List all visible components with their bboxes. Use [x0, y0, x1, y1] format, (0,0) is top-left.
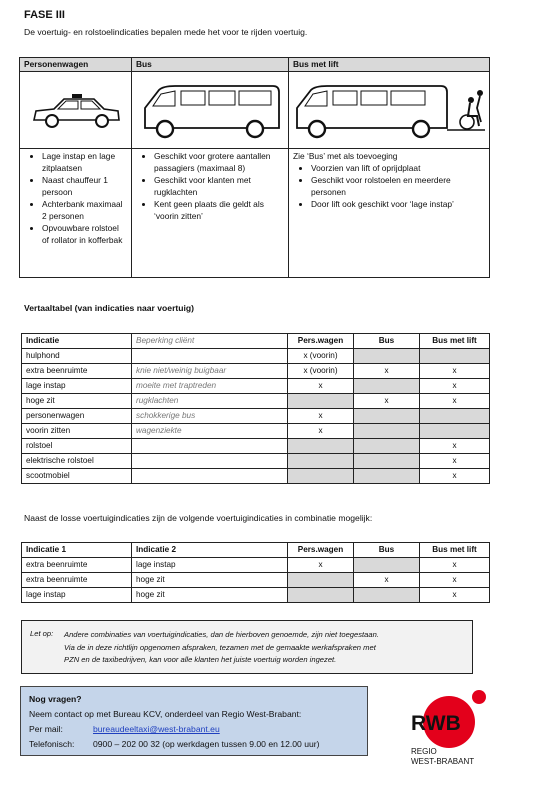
lift-cell: x — [420, 573, 490, 588]
contact-phone: 0900 – 202 00 32 (op werkdagen tussen 9.00 en 12.00 uur) — [93, 739, 320, 749]
table-row — [22, 424, 490, 439]
car-cell — [288, 439, 354, 454]
table-row — [22, 558, 490, 573]
lift-cell: x — [420, 454, 490, 469]
note-line: Via de in deze richtlijn opgenomen afspraken, tezamen met de gemaakte werkafspraken met — [64, 642, 376, 652]
bus-lift-image — [289, 72, 490, 149]
column-header: Indicatie 2 — [132, 543, 288, 558]
taxi-car-icon — [28, 84, 124, 134]
lift-cell — [420, 424, 490, 439]
lift-cell: x — [420, 364, 490, 379]
svg-text:REGIO: REGIO — [411, 747, 437, 756]
contact-intro: Neem contact op met Bureau KCV, onderdeel van Regio West-Brabant: — [29, 709, 302, 719]
bus-cell: x — [354, 364, 420, 379]
car-cell — [288, 573, 354, 588]
note-label: Let op: — [30, 629, 54, 638]
car-cell: x — [288, 379, 354, 394]
bus-lift-description — [289, 149, 490, 278]
lift-cell: x — [420, 439, 490, 454]
car-cell: x — [288, 558, 354, 573]
taxi-image — [20, 72, 132, 149]
table-header-row — [22, 543, 490, 558]
indication-cell: scootmobiel — [22, 469, 132, 484]
column-header: Bus — [354, 543, 420, 558]
table-row — [22, 349, 490, 364]
contact-box — [20, 686, 368, 756]
bus-cell — [354, 439, 420, 454]
svg-text:RWB: RWB — [411, 712, 461, 735]
car-description — [20, 149, 132, 278]
limitation-cell: knie niet/weinig buigbaar — [132, 364, 288, 379]
indication2-cell: hoge zit — [132, 588, 288, 603]
bus-cell: x — [354, 573, 420, 588]
bus-cell — [354, 558, 420, 573]
indication-cell: hoge zit — [22, 394, 132, 409]
contact-phone-label: Telefonisch: — [29, 739, 75, 749]
table-row — [22, 588, 490, 603]
indication1-cell: lage instap — [22, 588, 132, 603]
bus-cell — [354, 409, 420, 424]
contact-mail-label: Per mail: — [29, 724, 63, 734]
column-header: Indicatie — [22, 334, 132, 349]
column-header: Beperking cliënt — [132, 334, 288, 349]
car-feature: • Lage instap en lage zitplaatsen — [42, 150, 127, 174]
table-row — [22, 379, 490, 394]
limitation-cell — [132, 454, 288, 469]
lift-cell: x — [420, 558, 490, 573]
bus-cell — [354, 588, 420, 603]
page-heading: FASE III — [24, 9, 65, 21]
table-row — [22, 573, 490, 588]
indication-cell: lage instap — [22, 379, 132, 394]
lift-cell: x — [420, 469, 490, 484]
indication2-cell: hoge zit — [132, 573, 288, 588]
table-header-row — [22, 334, 490, 349]
table-row — [22, 394, 490, 409]
table-row — [22, 439, 490, 454]
intro-text: De voertuig- en rolstoelindicaties bepalen mede het voor te rijden voertuig. — [24, 27, 308, 37]
car-feature: • Achterbank maximaal 2 personen — [42, 198, 127, 222]
limitation-cell: schokkerige bus — [132, 409, 288, 424]
vehicle-header-car: Personenwagen — [20, 58, 132, 72]
limitation-cell — [132, 469, 288, 484]
column-header: Bus met lift — [420, 334, 490, 349]
translation-title: Vertaaltabel (van indicaties naar voertuig) — [24, 303, 195, 313]
indication-cell: voorin zitten — [22, 424, 132, 439]
car-feature: • Opvouwbare rolstoel of rollator in kofferbak — [42, 222, 127, 246]
note-line: PZN en de taxibedrijven, kan voor alle klanten het juiste voertuig worden ingezet. — [64, 655, 337, 664]
contact-title: Nog vragen? — [29, 694, 82, 704]
limitation-cell: moeite met traptreden — [132, 379, 288, 394]
bus-cell — [354, 379, 420, 394]
bus-lift-feature: • Door lift ook geschikt voor ‘lage instap’ — [311, 198, 485, 210]
bus-lift-feature: • Voorzien van lift of oprijdplaat — [311, 162, 485, 174]
column-header: Indicatie 1 — [22, 543, 132, 558]
indication1-cell: extra beenruimte — [22, 573, 132, 588]
svg-text:WEST-BRABANT: WEST-BRABANT — [411, 757, 475, 766]
indication-cell: extra beenruimte — [22, 364, 132, 379]
car-cell — [288, 588, 354, 603]
indication-cell: personenwagen — [22, 409, 132, 424]
bus-description — [132, 149, 289, 278]
car-cell — [288, 394, 354, 409]
car-cell: x — [288, 424, 354, 439]
bus-feature: • Geschikt voor grotere aantallen passagiers (maximaal 8) — [154, 150, 284, 174]
indication-cell: rolstoel — [22, 439, 132, 454]
table-row — [22, 364, 490, 379]
indication2-cell: lage instap — [132, 558, 288, 573]
car-cell: x (voorin) — [288, 364, 354, 379]
bus-image — [132, 72, 289, 149]
indication1-cell: extra beenruimte — [22, 558, 132, 573]
bus-cell — [354, 349, 420, 364]
car-cell — [288, 454, 354, 469]
combination-table — [21, 542, 490, 603]
limitation-cell: rugklachten — [132, 394, 288, 409]
bus-cell: x — [354, 394, 420, 409]
lift-cell — [420, 409, 490, 424]
car-cell: x (voorin) — [288, 349, 354, 364]
vehicle-header-bus-lift: Bus met lift — [289, 58, 490, 72]
car-feature: • Naast chauffeur 1 persoon — [42, 174, 127, 198]
note-text — [64, 629, 464, 667]
column-header: Bus met lift — [420, 543, 490, 558]
table-row — [22, 409, 490, 424]
contact-mail-link[interactable]: bureaudeeltaxi@west-brabant.eu — [93, 724, 220, 734]
car-cell: x — [288, 409, 354, 424]
column-header: Bus — [354, 334, 420, 349]
lift-bus-icon — [291, 76, 487, 142]
limitation-cell — [132, 439, 288, 454]
translation-table — [21, 333, 490, 484]
bus-cell — [354, 424, 420, 439]
indication-cell: hulphond — [22, 349, 132, 364]
car-cell — [288, 469, 354, 484]
column-header: Pers.wagen — [288, 543, 354, 558]
bus-feature: • Geschikt voor klanten met rugklachten — [154, 174, 284, 198]
lift-cell — [420, 349, 490, 364]
rwb-logo — [409, 688, 499, 768]
bus-feature: • Kent geen plaats die geldt als ‘voorin zitten’ — [154, 198, 284, 222]
bus-cell — [354, 469, 420, 484]
bus-lift-feature: • Geschikt voor rolstoelen en meerdere personen — [311, 174, 485, 198]
table-row — [22, 469, 490, 484]
vehicle-header-bus: Bus — [132, 58, 289, 72]
table-row — [22, 454, 490, 469]
note-box — [21, 620, 473, 674]
lift-cell: x — [420, 588, 490, 603]
bus-lift-lead: Zie ‘Bus’ met als toevoeging — [293, 151, 398, 161]
indication-cell: elektrische rolstoel — [22, 454, 132, 469]
limitation-cell: wagenziekte — [132, 424, 288, 439]
lift-cell: x — [420, 394, 490, 409]
column-header: Pers.wagen — [288, 334, 354, 349]
note-line: Andere combinaties van voertuigindicaties, dan de hierboven genoemde, zijn niet toegestaan. — [64, 630, 379, 639]
bus-cell — [354, 454, 420, 469]
lift-cell: x — [420, 379, 490, 394]
rwb-logo-icon — [409, 688, 499, 768]
minibus-icon — [135, 76, 285, 142]
limitation-cell — [132, 349, 288, 364]
vehicle-table — [19, 57, 490, 278]
combination-intro: Naast de losse voertuigindicaties zijn de volgende voertuigindicaties in combinatie mogelijk: — [24, 513, 373, 523]
